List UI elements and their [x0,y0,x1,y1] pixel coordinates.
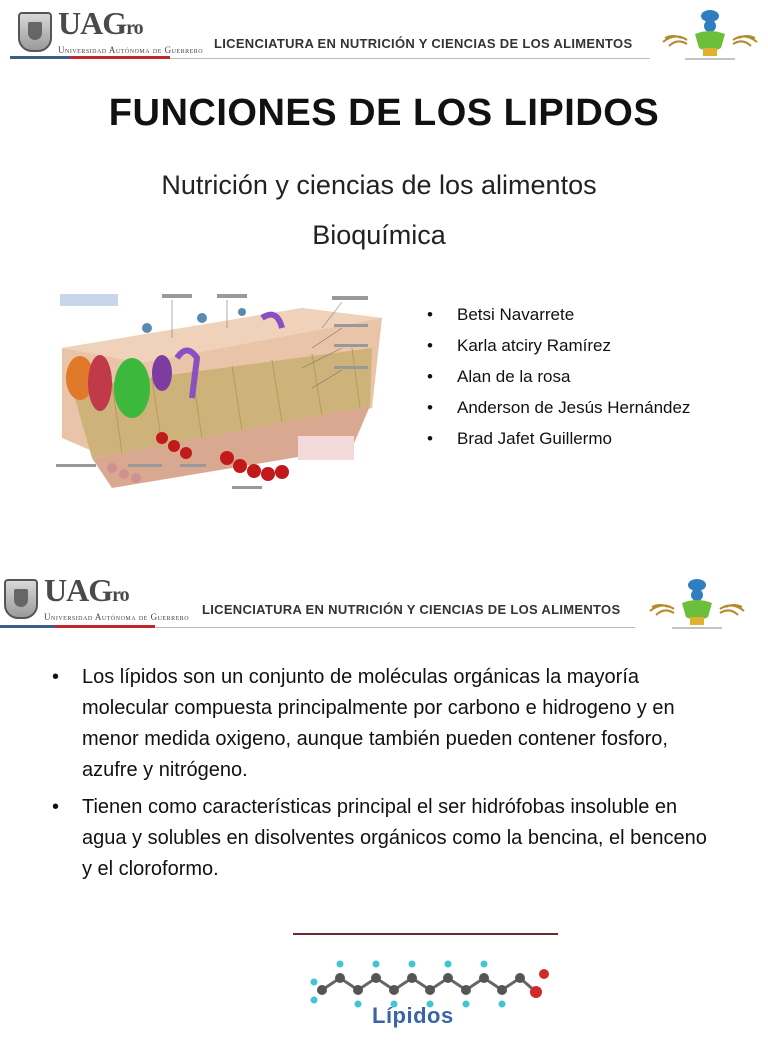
author-item: • Karla atciry Ramírez [427,335,757,357]
program-name: LICENCIATURA EN NUTRICIÓN Y CIENCIAS DE LOS ALIMENTOS [214,36,633,51]
definition-bullet: • Los lípidos son un conjunto de moléculas orgánicas la mayoría molecular compuesta principalmente por carbono e hidrogeno y en menor medida oxigeno, aunque también pueden contener fosforo, azufre y nitrógeno. [52,662,722,786]
nutrition-program-logo [655,4,765,64]
author-list [427,304,757,459]
uag-logo [4,572,190,622]
definition-bullets [52,662,722,891]
author-item: • Anderson de Jesús Hernández [427,397,757,419]
cell-membrane-illustration [52,288,396,506]
header-rule-red [70,56,170,59]
header-rule-blue [10,56,70,59]
author-item: • Brad Jafet Guillermo [427,428,757,450]
definition-bullet: • Tienen como características principal el ser hidrófobas insoluble en agua y solubles en disolventes orgánicos como la bencina, el benceno y el cloroformo. [52,792,722,885]
figure-label: Lípidos [372,1003,454,1028]
uag-logo [18,5,204,55]
author-item: • Betsi Navarrete [427,304,757,326]
uag-university-name: Universidad Autónoma de Guerrero [44,612,190,622]
header-rule-red [55,625,155,628]
slide-title [0,0,768,512]
uag-wordmark-suffix: ro [112,584,129,606]
nutrition-program-logo [642,573,752,633]
course-name: Bioquímica [312,220,446,250]
presentation-title: FUNCIONES DE LOS LIPIDOS [108,92,660,134]
program-name: LICENCIATURA EN NUTRICIÓN Y CIENCIAS DE LOS ALIMENTOS [202,602,621,617]
header-rule-gray [170,58,650,59]
author-item: • Alan de la rosa [427,366,757,388]
uag-wordmark-text: UAG [58,5,127,41]
slide-gap [0,512,768,545]
uag-wordmark-suffix: ro [126,17,143,39]
university-seal-icon [18,12,52,52]
presentation-subtitle: Nutrición y ciencias de los alimentos [161,170,597,200]
uag-wordmark-text: UAG [44,572,113,608]
header-rule-blue [0,625,55,628]
university-seal-icon [4,579,38,619]
header-rule-gray [155,627,635,628]
uag-university-name: Universidad Autónoma de Guerrero [58,45,204,55]
section-divider [293,933,558,935]
